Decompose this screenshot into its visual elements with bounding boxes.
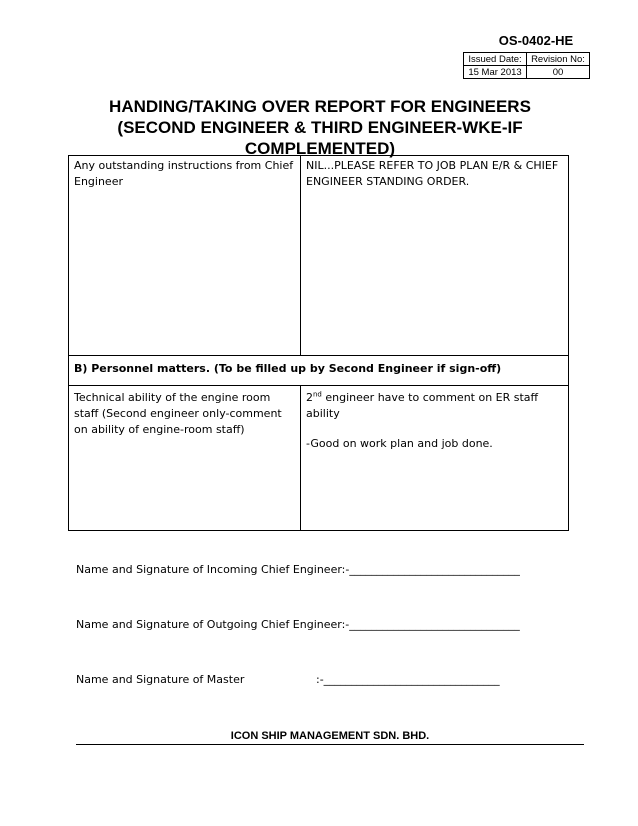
master-signature-label: Name and Signature of Master (76, 673, 245, 686)
incoming-chief-signature-line: Name and Signature of Incoming Chief Engineer:-_______________________________ (76, 563, 520, 576)
personnel-section-heading: B) Personnel matters. (To be filled up by Second Engineer if sign-off) (69, 356, 569, 386)
issued-date-value: 15 Mar 2013 (464, 66, 527, 79)
outstanding-instructions-label: Any outstanding instructions from Chief Engineer (69, 156, 301, 356)
document-title (70, 96, 570, 159)
title-line-2: (SECOND ENGINEER & THIRD ENGINEER-WKE-IF (117, 118, 523, 137)
document-code: OS-0402-HE (498, 33, 574, 48)
technical-ability-text: engineer have to comment on ER staff ability (306, 391, 539, 420)
outstanding-instructions-row (69, 156, 569, 356)
technical-ability-label: Technical ability of the engine room staff (Second engineer only-comment on ability of engine-room staff) (69, 386, 301, 531)
title-line-1: HANDING/TAKING OVER REPORT FOR ENGINEERS (109, 97, 531, 116)
revision-value: 00 (527, 66, 590, 79)
handover-table (68, 155, 569, 531)
technical-ability-sup: nd (313, 390, 322, 399)
issued-date-label: Issued Date: (464, 53, 527, 66)
master-signature-row (76, 673, 546, 686)
technical-ability-row (69, 386, 569, 531)
title-line-3: COMPLEMENTED) (244, 139, 396, 158)
issue-info-table (463, 52, 590, 79)
personnel-section-row (69, 356, 569, 386)
outstanding-instructions-value: NIL...PLEASE REFER TO JOB PLAN E/R & CHIEF ENGINEER STANDING ORDER. (301, 156, 569, 356)
technical-ability-comment: -Good on work plan and job done. (306, 437, 493, 450)
outgoing-chief-signature-line: Name and Signature of Outgoing Chief Engineer:-_______________________________ (76, 618, 520, 631)
technical-ability-num: 2 (306, 391, 313, 404)
revision-label: Revision No: (527, 53, 590, 66)
master-signature-line: :-________________________________ (316, 673, 500, 686)
technical-ability-value (301, 386, 569, 531)
company-footer: ICON SHIP MANAGEMENT SDN. BHD. (76, 730, 584, 745)
